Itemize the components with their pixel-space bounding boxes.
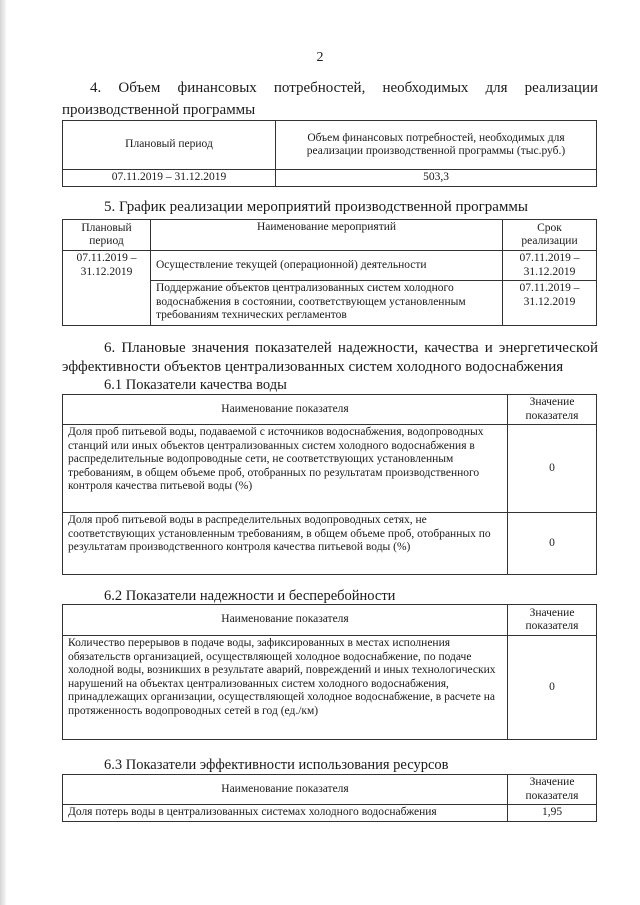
section6-1-title: 6.1 Показатели качества воды <box>104 377 287 393</box>
section5-row2-name: Поддержание объектов централизованных систем холодного водоснабжения в состоянии, соответствующем установленным требованиям технических регламентов <box>151 281 503 326</box>
section4-col-period: Плановый период <box>63 121 276 170</box>
section5-table <box>62 219 597 326</box>
section6-heading-line1: 6. Плановые значения показателей надежности, качества и энергетической <box>104 340 598 356</box>
section4-table <box>62 120 597 187</box>
section6-1-col-value: Значение показателя <box>508 395 597 425</box>
section6-1-col-name: Наименование показателя <box>63 395 508 425</box>
section4-period: 07.11.2019 – 31.12.2019 <box>63 170 276 187</box>
section6-2-col-name: Наименование показателя <box>63 605 508 636</box>
section5-row1-term: 07.11.2019 – 31.12.2019 <box>503 251 597 281</box>
section4-col-finance: Объем финансовых потребностей, необходимых для реализации производственной программы (тыс.руб.) <box>276 121 597 170</box>
section6-3-col-name: Наименование показателя <box>63 775 508 805</box>
section5-row2-term: 07.11.2019 – 31.12.2019 <box>503 281 597 326</box>
section6-3-title: 6.3 Показатели эффективности использования ресурсов <box>104 757 449 773</box>
section6-heading-line2: эффективности объектов централизованных систем холодного водоснабжения <box>62 359 564 375</box>
section5-row1-name: Осуществление текущей (операционной) деятельности <box>151 251 503 281</box>
section5-col-name: Наименование мероприятий <box>151 220 503 251</box>
section6-2-title: 6.2 Показатели надежности и бесперебойности <box>104 588 396 604</box>
page-number: 2 <box>316 50 324 65</box>
section6-1-row2-value: 0 <box>508 513 597 575</box>
section4-heading-line1: 4. Объем финансовых потребностей, необходимых для реализации <box>90 80 598 96</box>
section5-col-period: Плановый период <box>63 220 151 251</box>
section4-heading-line2: производственной программы <box>62 102 256 118</box>
section6-1-row1-value: 0 <box>508 425 597 513</box>
section6-3-row1-value: 1,95 <box>508 805 597 822</box>
section6-2-row1-value: 0 <box>508 636 597 740</box>
section6-2-table <box>62 604 597 740</box>
section5-period: 07.11.2019 – 31.12.2019 <box>63 251 151 326</box>
section4-amount: 503,3 <box>276 170 597 187</box>
section5-col-term: Срок реализации <box>503 220 597 251</box>
section6-1-row1-name: Доля проб питьевой воды, подаваемой с источников водоснабжения, водопроводных станций или иных объектов централизованных систем холодного водоснабжения в распределительные водопроводные сети, не соответствующих установленным требованиям, в общем объеме проб, отобранных по результатам производственного контроля качества питьевой воды (%) <box>63 425 508 513</box>
section6-3-col-value: Значение показателя <box>508 775 597 805</box>
section6-3-table <box>62 774 597 822</box>
page-edge <box>0 0 6 905</box>
section6-1-table <box>62 394 597 575</box>
section6-2-col-value: Значение показателя <box>508 605 597 636</box>
section6-3-row1-name: Доля потерь воды в централизованных системах холодного водоснабжения <box>63 805 508 822</box>
section6-2-row1-name: Количество перерывов в подаче воды, зафиксированных в местах исполнения обязательств организацией, осуществляющей холодное водоснабжение, по подаче холодной воды, возникших в результате аварий, повреждений и иных технологических нарушений на объектах централизованных систем холодного водоснабжения, принадлежащих организации, осуществляющей холодное водоснабжение, в расчете на протяженность водопроводных сетей в год (ед./км) <box>63 636 508 740</box>
section6-1-row2-name: Доля проб питьевой воды в распределительных водопроводных сетях, не соответствующих установленным требованиям, в общем объеме проб, отобранных по результатам производственного контроля качества питьевой воды (%) <box>63 513 508 575</box>
section5-heading: 5. График реализации мероприятий производственной программы <box>104 199 528 215</box>
